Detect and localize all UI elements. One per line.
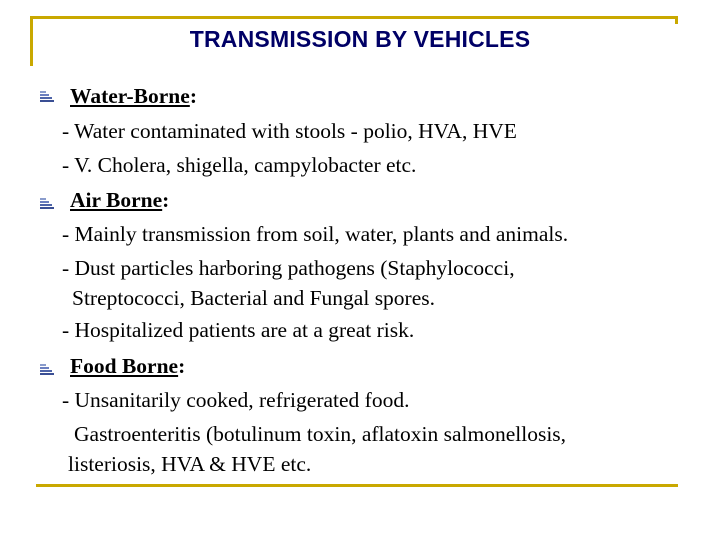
frame-bottom-line — [36, 484, 678, 487]
frame-top-line — [30, 16, 678, 19]
frame-right-line — [675, 16, 678, 24]
heading-colon: : — [189, 84, 197, 108]
section-heading-water-borne — [70, 84, 197, 108]
body-line: - V. Cholera, shigella, campylobacter etc. — [62, 153, 417, 177]
body-line: - Dust particles harboring pathogens (Staphylococci, — [62, 256, 515, 280]
body-line: - Mainly transmission from soil, water, plants and animals. — [62, 222, 569, 246]
body-line: - Water contaminated with stools - polio, HVA, HVE — [62, 119, 517, 143]
section-heading-air-borne — [70, 188, 169, 212]
heading-colon: : — [178, 354, 186, 378]
heading-colon: : — [162, 188, 170, 212]
body-line: - Hospitalized patients are at a great risk. — [62, 318, 415, 342]
body-line: - Unsanitarily cooked, refrigerated food. — [62, 388, 410, 412]
body-line: Streptococci, Bacterial and Fungal spores. — [72, 286, 436, 310]
section-heading-label: Water-Borne — [70, 84, 190, 108]
body-line: Gastroenteritis (botulinum toxin, aflatoxin salmonellosis, — [74, 422, 567, 446]
slide-title: TRANSMISSION BY VEHICLES — [189, 26, 531, 52]
body-line: listeriosis, HVA & HVE etc. — [68, 452, 312, 476]
bullet-icon — [40, 364, 54, 376]
bullet-icon — [40, 91, 54, 103]
bullet-icon — [40, 198, 54, 210]
section-heading-food-borne — [70, 354, 185, 378]
section-heading-label: Food Borne — [70, 354, 179, 378]
section-heading-label: Air Borne — [70, 188, 163, 212]
